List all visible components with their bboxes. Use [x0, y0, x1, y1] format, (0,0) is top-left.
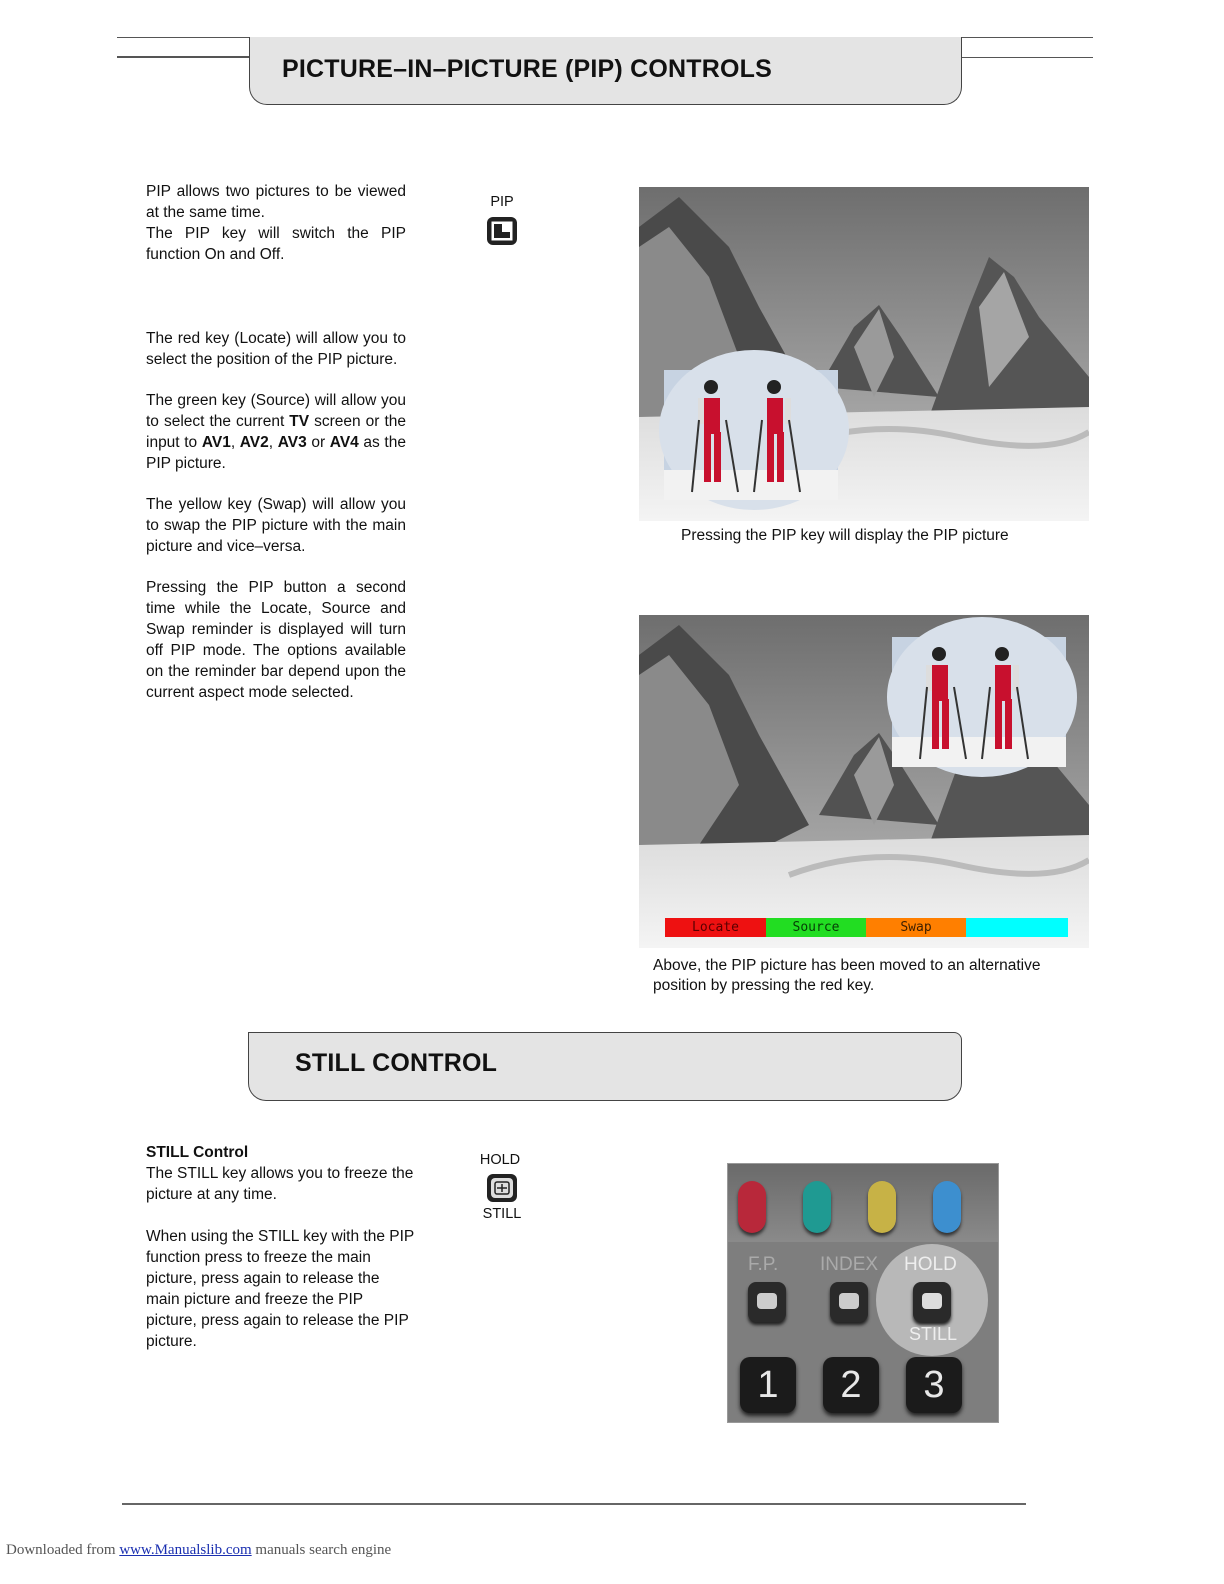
pip-key-label: PIP: [490, 194, 514, 210]
still-heading: STILL Control: [146, 1144, 249, 1161]
pip-key-icon: [486, 216, 518, 246]
source-reminder: Source: [766, 918, 866, 937]
top-rule-left: [117, 37, 249, 38]
av2-bold: AV2: [239, 434, 269, 451]
photo-2-caption-line-2: position by pressing the red key.: [653, 977, 875, 994]
pip-section-title: PICTURE–IN–PICTURE (PIP) CONTROLS: [282, 55, 772, 83]
bottom-rule: [122, 1503, 1026, 1505]
still-title-banner: [248, 1032, 962, 1101]
or-text: or: [306, 434, 330, 451]
pip-screen-photo-2: [639, 615, 1089, 948]
footer: [6, 1542, 391, 1559]
av3-bold: AV3: [277, 434, 307, 451]
yellow-button: [868, 1181, 896, 1233]
still-key-label: STILL: [482, 1206, 522, 1222]
av4-bold: AV4: [329, 434, 359, 451]
pip-title-banner: [249, 37, 962, 105]
remote-fp-label: F.P.: [748, 1254, 779, 1275]
source-paragraph: [146, 390, 406, 474]
footer-suffix: manuals search engine: [251, 1542, 392, 1558]
pip-intro-line-1: PIP allows two pictures to be viewed at the same time.: [146, 183, 406, 221]
blank-reminder: [966, 918, 1068, 937]
hold-icon: [922, 1293, 942, 1309]
swap-reminder: Swap: [866, 918, 966, 937]
source-text-1: The green key (Source) will allow you to select the current: [146, 392, 406, 430]
photo-2-caption: [653, 956, 1093, 996]
locate-paragraph: The red key (Locate) will allow you to select the position of the PIP picture.: [146, 330, 406, 368]
remote-still-label: STILL: [909, 1324, 958, 1344]
index-button: [830, 1282, 868, 1322]
red-button: [738, 1181, 766, 1233]
comma-1: ,: [230, 434, 240, 451]
hold-key-label: HOLD: [479, 1152, 521, 1168]
hold-button: [913, 1282, 951, 1322]
still-key-icon: [486, 1173, 518, 1203]
pip-off-paragraph: Pressing the PIP button a second time while the Locate, Source and Swap reminder is displayed will turn off PIP mode. The options available on the reminder bar depend upon the current aspect mode selected.: [146, 579, 406, 701]
comma-2: ,: [268, 434, 278, 451]
remote-hold-label: HOLD: [904, 1254, 957, 1275]
swap-paragraph: The yellow key (Swap) will allow you to swap the PIP picture with the main picture and vice–versa.: [146, 496, 406, 555]
still-text: [146, 1142, 416, 1352]
top-rule-left-2: [117, 56, 249, 58]
pip-screen-photo-1: [639, 187, 1089, 521]
remote-index-label: INDEX: [820, 1254, 879, 1275]
photo-1-caption: Pressing the PIP key will display the PIP picture: [681, 527, 1009, 544]
spacer: [146, 1205, 416, 1226]
still-section-title: STILL CONTROL: [295, 1049, 498, 1077]
top-rule-right-2: [961, 57, 1093, 58]
still-paragraph-1: The STILL key allows you to freeze the picture at any time.: [146, 1165, 414, 1203]
photo-2-caption-line-1: Above, the PIP picture has been moved to an alternative: [653, 957, 1041, 974]
source-text-3: as the PIP picture.: [146, 434, 406, 472]
remote-control-photo: [727, 1163, 999, 1423]
source-text-2: screen or the input to: [146, 413, 406, 451]
tv-bold: TV: [289, 413, 310, 430]
still-paragraph-2: When using the STILL key with the PIP function press to freeze the main picture, press again to release the main picture and freeze the PIP picture, press again to release the PIP picture.: [146, 1228, 414, 1350]
footer-prefix: Downloaded from: [6, 1542, 120, 1558]
pip-intro-line-2: The PIP key will switch the PIP function On and Off.: [146, 225, 406, 263]
button-3: 3: [906, 1357, 962, 1413]
top-rule-right: [961, 37, 1093, 38]
locate-reminder: Locate: [665, 918, 766, 937]
fp-button: [748, 1282, 786, 1322]
av1-bold: AV1: [201, 434, 231, 451]
reminder-bar: [665, 918, 1068, 937]
manualslib-link[interactable]: www.Manualslib.com: [119, 1542, 252, 1558]
button-1: 1: [740, 1357, 796, 1413]
fp-icon: [757, 1293, 777, 1309]
pip-intro-text: [146, 181, 406, 265]
index-icon: [839, 1293, 859, 1309]
button-2: 2: [823, 1357, 879, 1413]
green-button: [803, 1181, 831, 1233]
blue-button: [933, 1181, 961, 1233]
